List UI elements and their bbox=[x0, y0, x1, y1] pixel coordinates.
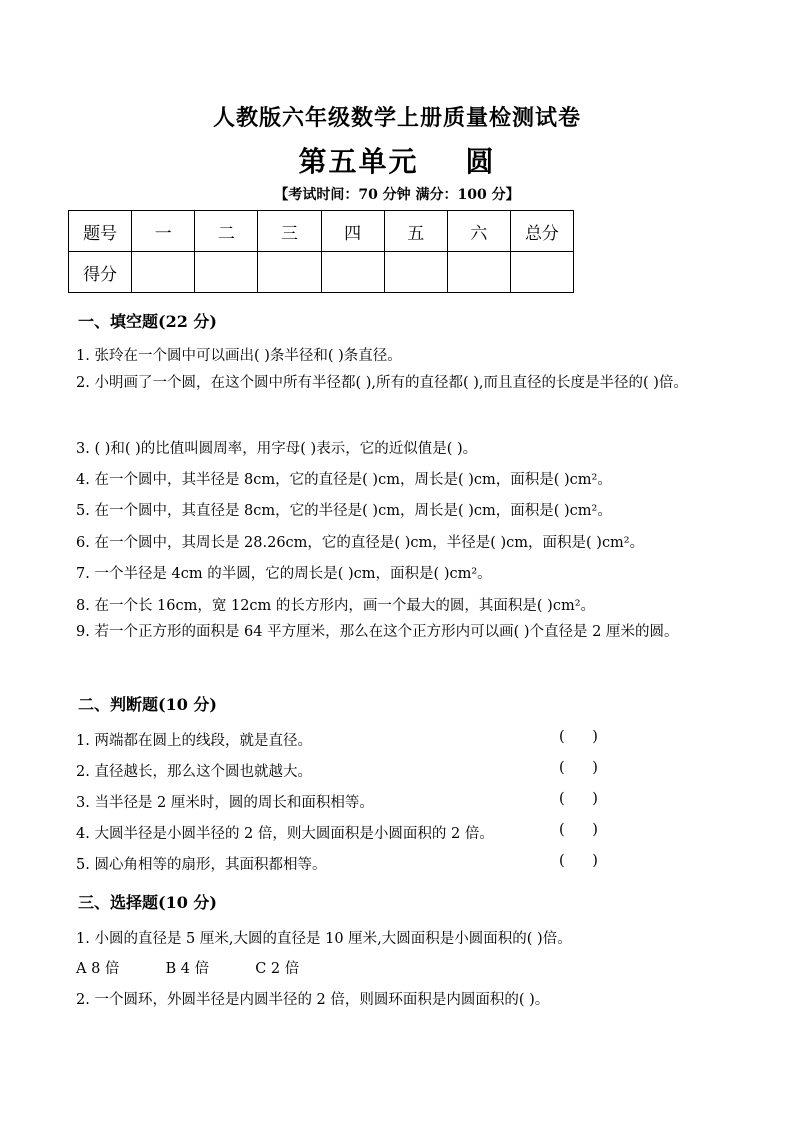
exam-info: 【考试时间：70 分钟 满分：100 分】 bbox=[274, 187, 520, 203]
score-input-cell[interactable] bbox=[510, 252, 573, 293]
score-table-cell: 二 bbox=[195, 211, 258, 252]
score-table-cell: 五 bbox=[384, 211, 447, 252]
question-1-4: 4. 在一个圆中，其半径是 8cm，它的直径是( )cm，周长是( )cm，面积是( )cm²。 bbox=[76, 472, 612, 488]
unit-title: 第五单元 圆 bbox=[298, 145, 496, 178]
question-1-3: 3. ( )和( )的比值叫圆周率，用字母( )表示，它的近似值是( )。 bbox=[76, 441, 478, 457]
question-2-1: 1. 两端都在圆上的线段，就是直径。 bbox=[76, 733, 312, 749]
score-table-cell: 四 bbox=[321, 211, 384, 252]
score-input-cell[interactable] bbox=[132, 252, 195, 293]
score-table bbox=[68, 210, 574, 293]
answer-parentheses[interactable]: ( ) bbox=[559, 760, 598, 776]
score-input-cell[interactable] bbox=[321, 252, 384, 293]
question-3-1: 1. 小圆的直径是 5 厘米,大圆的直径是 10 厘米,大圆面积是小圆面积的( )倍。 bbox=[76, 931, 572, 947]
score-input-cell[interactable] bbox=[195, 252, 258, 293]
exam-title: 人教版六年级数学上册质量检测试卷 bbox=[212, 105, 581, 131]
question-1-2: 2. 小明画了一个圆，在这个圆中所有半径都( ),所有的直径都( ),而且直径的长度是半径的( )倍。 bbox=[76, 375, 688, 391]
question-1-7: 7. 一个半径是 4cm 的半圆，它的周长是( )cm，面积是( )cm²。 bbox=[76, 566, 492, 582]
score-input-cell[interactable] bbox=[258, 252, 321, 293]
score-table-score-row bbox=[69, 252, 574, 293]
score-table-cell: 一 bbox=[132, 211, 195, 252]
section-1-title: 一、填空题(22 分) bbox=[78, 312, 217, 331]
question-1-8: 8. 在一个长 16cm，宽 12cm 的长方形内，画一个最大的圆，其面积是( )cm²。 bbox=[76, 598, 596, 614]
answer-parentheses[interactable]: ( ) bbox=[559, 853, 598, 869]
question-1-1: 1. 张玲在一个圆中可以画出( )条半径和( )条直径。 bbox=[76, 348, 402, 364]
question-2-3: 3. 当半径是 2 厘米时，圆的周长和面积相等。 bbox=[76, 795, 374, 811]
answer-parentheses[interactable]: ( ) bbox=[559, 822, 598, 838]
answer-parentheses[interactable]: ( ) bbox=[559, 729, 598, 745]
question-1-6: 6. 在一个圆中，其周长是 28.26cm，它的直径是( )cm，半径是( )cm，面积是( )cm²。 bbox=[76, 535, 645, 551]
question-2-2: 2. 直径越长，那么这个圆也就越大。 bbox=[76, 764, 312, 780]
score-input-cell[interactable] bbox=[447, 252, 510, 293]
question-1-9: 9. 若一个正方形的面积是 64 平方厘米，那么在这个正方形内可以画( )个直径是 2 厘米的圆。 bbox=[76, 624, 679, 640]
question-3-2: 2. 一个圆环，外圆半径是内圆半径的 2 倍，则圆环面积是内圆面积的( )。 bbox=[76, 992, 550, 1008]
question-2-4: 4. 大圆半径是小圆半径的 2 倍，则大圆面积是小圆面积的 2 倍。 bbox=[76, 826, 494, 842]
question-3-1-options[interactable]: A 8 倍 B 4 倍 C 2 倍 bbox=[76, 961, 300, 977]
question-1-5: 5. 在一个圆中，其直径是 8cm，它的半径是( )cm，周长是( )cm，面积是( )cm²。 bbox=[76, 503, 612, 519]
score-table-cell: 总分 bbox=[510, 211, 573, 252]
section-3-title: 三、选择题(10 分) bbox=[78, 893, 217, 912]
score-table-cell: 六 bbox=[447, 211, 510, 252]
score-input-cell[interactable] bbox=[384, 252, 447, 293]
section-2-title: 二、判断题(10 分) bbox=[78, 695, 217, 714]
answer-parentheses[interactable]: ( ) bbox=[559, 791, 598, 807]
score-table-header-row bbox=[69, 211, 574, 252]
score-table-cell: 三 bbox=[258, 211, 321, 252]
score-table-cell: 得分 bbox=[69, 252, 132, 293]
score-table-cell: 题号 bbox=[69, 211, 132, 252]
question-2-5: 5. 圆心角相等的扇形，其面积都相等。 bbox=[76, 857, 327, 873]
